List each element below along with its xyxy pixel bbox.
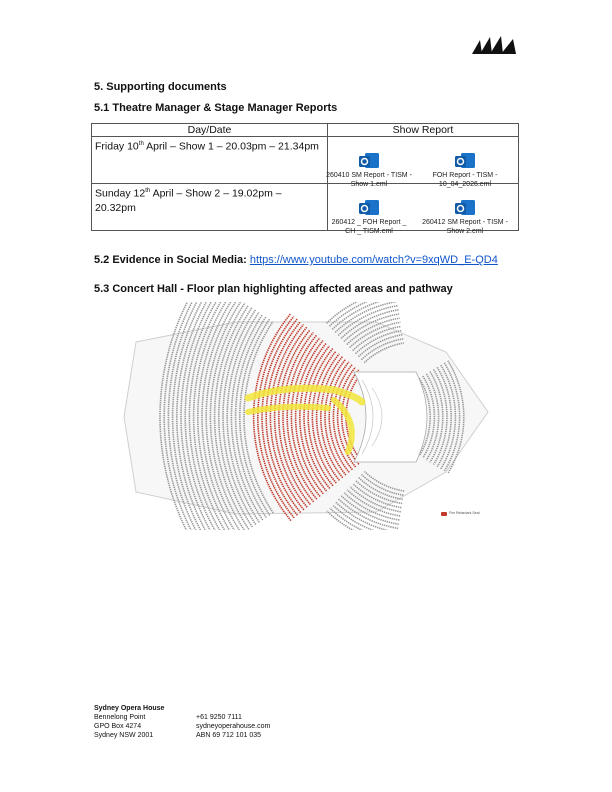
sydney-opera-house-logo <box>470 34 520 56</box>
table-row <box>92 137 519 184</box>
email-attachment[interactable]: 260410 SM Report - TISM - Show 1.eml <box>326 151 412 189</box>
outlook-icon <box>454 198 476 217</box>
email-attachment[interactable]: 260412 _ FOH Report _ CH _ TISM.eml <box>326 198 412 236</box>
outlook-icon <box>358 198 380 217</box>
reports-table <box>91 123 519 235</box>
header-report: Show Report <box>328 124 519 137</box>
floorplan-heading: 5.3 Concert Hall - Floor plan highlighting affected areas and pathway <box>94 283 453 295</box>
legend-swatch <box>441 512 447 516</box>
reports-heading: 5.1 Theatre Manager & Stage Manager Reports <box>94 102 338 114</box>
footer-address: Bennelong Point GPO Box 4274 Sydney NSW 2001 <box>94 714 154 739</box>
footer-org: Sydney Opera House <box>94 705 165 712</box>
email-attachment[interactable]: 260412 SM Report - TISM - Show 2.eml <box>422 198 508 236</box>
row-date: Friday 10th April – Show 1 – 20.03pm – 21.34pm <box>92 137 328 184</box>
row-files <box>328 184 519 235</box>
row-date: Sunday 12th April – Show 2 – 19.02pm – 20.32pm <box>92 184 328 231</box>
table-row <box>92 184 519 231</box>
outlook-icon <box>358 151 380 170</box>
floor-plan <box>116 302 498 530</box>
social-media-heading: 5.2 Evidence in Social Media: https://www.youtube.com/watch?v=9xqWD_E-QD4 <box>94 254 498 266</box>
table-header-row <box>92 124 519 137</box>
row-files <box>326 137 519 188</box>
legend-label: Fire Retardant Seat <box>449 511 480 515</box>
youtube-link[interactable]: https://www.youtube.com/watch?v=9xqWD_E-QD4 <box>249 254 498 266</box>
footer-contact: +61 9250 7111 sydneyoperahouse.com ABN 69 712 101 035 <box>196 714 271 739</box>
outlook-icon <box>454 151 476 170</box>
header-date: Day/Date <box>92 124 328 137</box>
email-attachment[interactable]: FOH Report - TISM - 10_04_2026.eml <box>422 151 508 189</box>
section-heading: 5. Supporting documents <box>94 81 227 93</box>
